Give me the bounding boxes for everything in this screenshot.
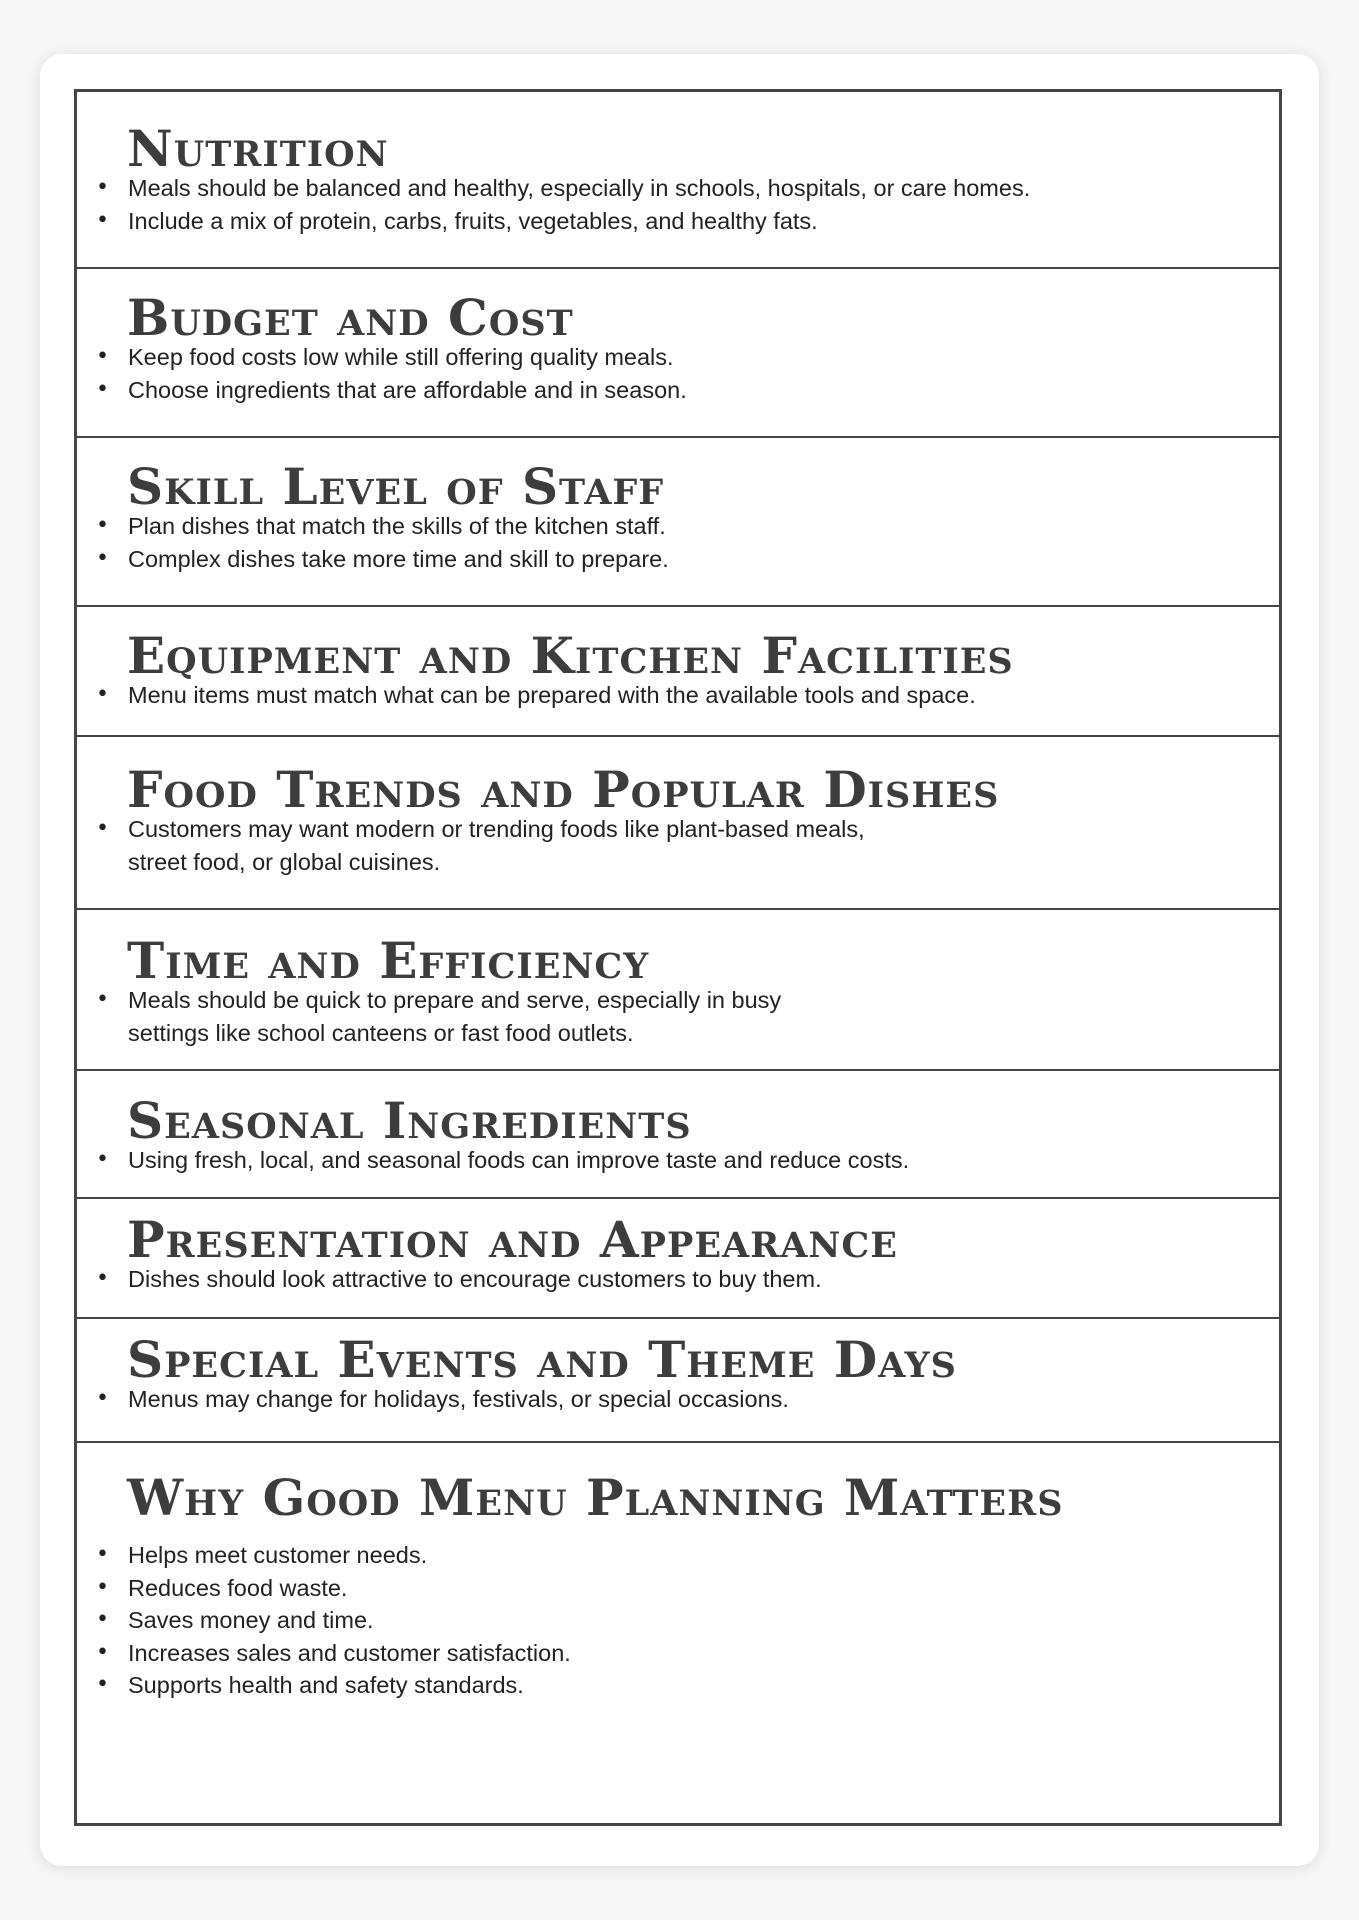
- list-item: • Complex dishes take more time and skill to prepare.: [77, 543, 669, 576]
- section-title: Time and Efficiency: [127, 931, 650, 990]
- bullet-icon: •: [96, 545, 109, 571]
- list-item: • Customers may want modern or trending foods like plant-based meals, street food, or global cuisines.: [77, 813, 865, 878]
- section-seasonal: [77, 1071, 1279, 1199]
- section-budget-and-cost: [77, 269, 1279, 438]
- bullet-icon: •: [96, 1639, 109, 1665]
- bullet-list: [77, 1144, 909, 1177]
- bullet-list: [77, 813, 865, 878]
- list-item: • Helps meet customer needs.: [77, 1539, 571, 1572]
- section-title: Nutrition: [127, 119, 389, 178]
- section-nutrition: [77, 92, 1279, 269]
- section-presentation: [77, 1199, 1279, 1319]
- bullet-list: [77, 510, 669, 575]
- section-title: Skill Level of Staff: [127, 457, 665, 516]
- bullet-icon: •: [96, 1607, 109, 1632]
- section-title: Equipment and Kitchen Facilities: [127, 626, 1014, 685]
- list-item: • Saves money and time.: [77, 1604, 571, 1637]
- list-item: • Menu items must match what can be prepared with the available tools and space.: [77, 679, 976, 712]
- bullet-icon: •: [96, 1542, 109, 1567]
- list-item: • Menus may change for holidays, festivals, or special occasions.: [77, 1383, 789, 1416]
- bullet-icon: •: [96, 376, 109, 402]
- section-why-menu-planning: [77, 1443, 1279, 1823]
- section-title: Presentation and Appearance: [127, 1210, 898, 1269]
- bullet-list: [77, 1263, 822, 1296]
- section-food-trends: [77, 737, 1279, 910]
- section-skill-level: [77, 438, 1279, 607]
- bullet-list: [77, 679, 976, 712]
- bullet-list: [77, 1539, 571, 1702]
- list-item: • Using fresh, local, and seasonal foods can improve taste and reduce costs.: [77, 1144, 909, 1177]
- list-item: • Increases sales and customer satisfaction.: [77, 1637, 571, 1670]
- list-item: • Keep food costs low while still offering quality meals.: [77, 341, 687, 374]
- list-item: • Dishes should look attractive to encourage customers to buy them.: [77, 1263, 822, 1296]
- bullet-list: [77, 1383, 789, 1416]
- content-frame: [74, 89, 1282, 1826]
- bullet-icon: •: [96, 816, 109, 841]
- bullet-icon: •: [96, 1266, 109, 1291]
- bullet-icon: •: [96, 1386, 109, 1411]
- bullet-icon: •: [96, 344, 109, 369]
- bullet-icon: •: [96, 175, 109, 200]
- list-item: • Meals should be balanced and healthy, especially in schools, hospitals, or care homes.: [77, 172, 1030, 205]
- list-item: • Reduces food waste.: [77, 1572, 571, 1605]
- bullet-list: [77, 172, 1030, 237]
- section-time-efficiency: [77, 910, 1279, 1071]
- list-item: • Supports health and safety standards.: [77, 1669, 571, 1702]
- bullet-list: [77, 341, 687, 406]
- bullet-icon: •: [96, 1147, 109, 1172]
- list-item: • Meals should be quick to prepare and serve, especially in busy settings like school canteens or fast food outlets.: [77, 984, 781, 1049]
- bullet-icon: •: [96, 682, 109, 707]
- section-title: Food Trends and Popular Dishes: [127, 760, 1000, 819]
- section-title: Budget and Cost: [127, 288, 574, 347]
- section-equipment: [77, 607, 1279, 737]
- bullet-icon: •: [96, 513, 109, 538]
- bullet-icon: •: [96, 987, 109, 1012]
- bullet-icon: •: [96, 1672, 109, 1697]
- bullet-icon: •: [96, 1574, 109, 1600]
- list-item: • Include a mix of protein, carbs, fruits, vegetables, and healthy fats.: [77, 205, 1030, 238]
- section-special-events: [77, 1319, 1279, 1443]
- bullet-icon: •: [96, 207, 109, 233]
- section-title: Seasonal Ingredients: [127, 1091, 692, 1150]
- section-title: Why Good Menu Planning Matters: [127, 1468, 1064, 1527]
- section-title: Special Events and Theme Days: [127, 1330, 957, 1389]
- bullet-list: [77, 984, 781, 1049]
- list-item: • Plan dishes that match the skills of the kitchen staff.: [77, 510, 669, 543]
- list-item: • Choose ingredients that are affordable and in season.: [77, 374, 687, 407]
